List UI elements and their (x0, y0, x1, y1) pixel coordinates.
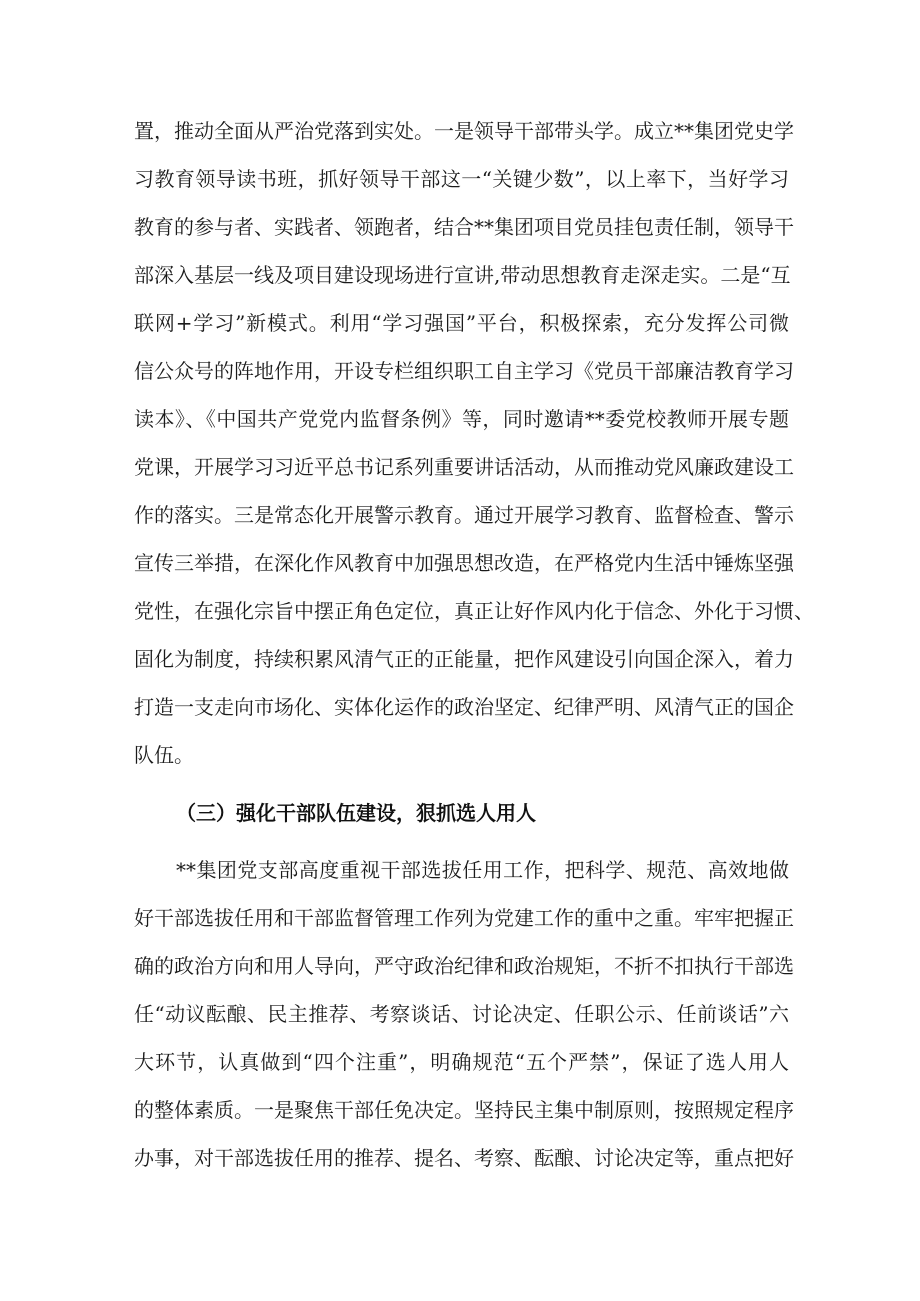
text-line: 固化为制度，持续积累风清气正的正能量，把作风建设引向国企深入，着力 (134, 647, 794, 671)
text-line: 打造一支走向市场化、实体化运作的政治坚定、纪律严明、风清气正的国企 (134, 695, 794, 719)
text-line: 党课，开展学习习近平总书记系列重要讲话活动，从而推动党风廉政建设工 (134, 455, 794, 479)
text-line: **集团党支部高度重视干部选拔任用工作，把科学、规范、高效地做 (176, 858, 789, 882)
text-line: 部深入基层一线及项目建设现场进行宣讲,带动思想教育走深走实。二是“互 (134, 263, 791, 287)
text-line: 作的落实。三是常态化开展警示教育。通过开展学习教育、监督检查、警示 (134, 503, 794, 527)
text-line: 党性，在强化宗旨中摆正角色定位，真正让好作风内化于信念、外化于习惯、 (134, 599, 814, 623)
section-heading: （三）强化干部队伍建设，狠抓选人用人 (176, 801, 536, 825)
text-line: 大环节，认真做到“四个注重”，明确规范“五个严禁”，保证了选人用人 (134, 1050, 789, 1074)
text-line: 好干部选拔任用和干部监督管理工作列为党建工作的重中之重。牢牢把握正 (134, 906, 794, 930)
text-line: 读本》、《中国共产党党内监督条例》等，同时邀请**委党校教师开展专题 (134, 407, 789, 431)
text-line: 确的政治方向和用人导向，严守政治纪律和政治规矩，不折不扣执行干部选 (134, 954, 794, 978)
text-line: 联网+学习”新模式。利用“学习强国”平台，积极探索，充分发挥公司微 (134, 311, 789, 335)
text-line: 宣传三举措，在深化作风教育中加强思想改造，在严格党内生活中锤炼坚强 (134, 551, 794, 575)
text-line: 信公众号的阵地作用，开设专栏组织职工自主学习《党员干部廉洁教育学习 (134, 359, 794, 383)
text-line: 办事，对干部选拔任用的推荐、提名、考察、酝酿、讨论决定等，重点把好 (134, 1146, 794, 1170)
text-line: 任“动议酝酿、民主推荐、考察谈话、讨论决定、任职公示、任前谈话”六 (134, 1002, 789, 1026)
text-line: 置，推动全面从严治党落到实处。一是领导干部带头学。成立**集团党史学 (134, 119, 794, 143)
text-line: 习教育领导读书班，抓好领导干部这一“关键少数”，以上率下，当好学习 (134, 167, 789, 191)
text-line: 的整体素质。一是聚焦干部任免决定。坚持民主集中制原则，按照规定程序 (134, 1098, 794, 1122)
text-line: 队伍。 (134, 743, 194, 767)
text-line: 教育的参与者、实践者、领跑者，结合**集团项目党员挂包责任制，领导干 (134, 215, 794, 239)
